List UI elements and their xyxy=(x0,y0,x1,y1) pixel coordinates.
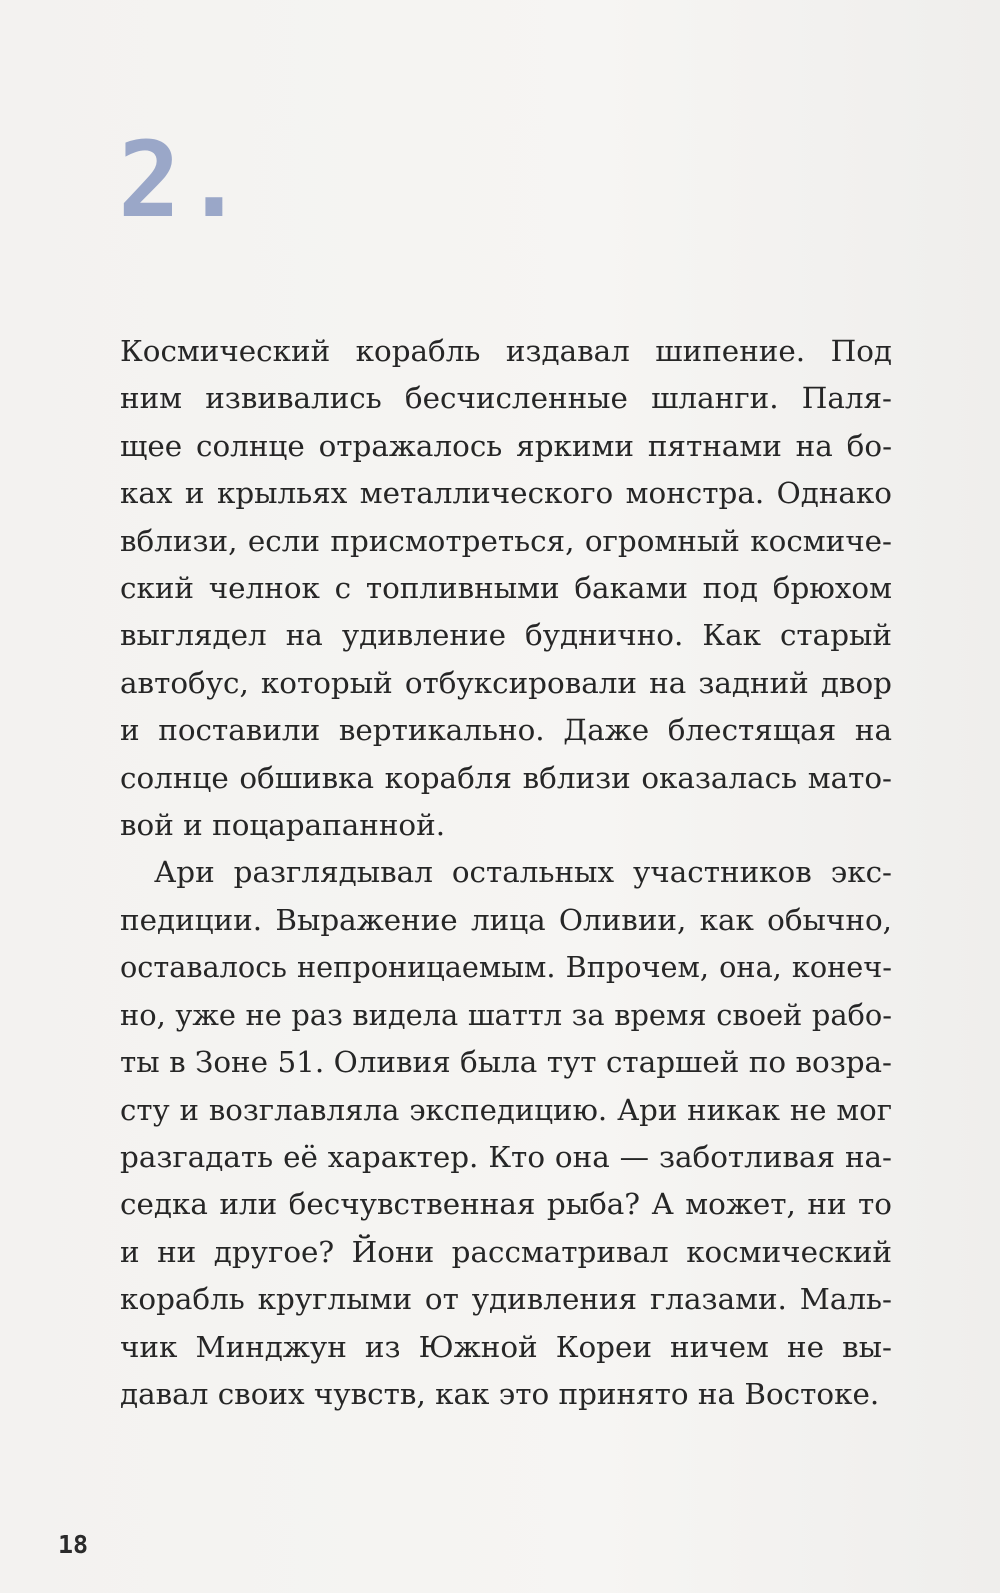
page-number: 18 xyxy=(58,1530,89,1559)
paragraph-2-line-3: оставалось непроницаемым. Впрочем, она, конеч- xyxy=(120,950,892,985)
paragraph-1-line-8: автобус, который отбуксировали на задний двор xyxy=(120,665,892,700)
paragraph-2-line-5: ты в Зоне 51. Оливия была тут старшей по возра- xyxy=(120,1045,892,1080)
paragraph-2 xyxy=(120,849,892,1418)
paragraph-2-line-8: седка или бесчувственная рыба? А может, ни то xyxy=(120,1187,892,1222)
paragraph-1-line-5: вблизи, если присмотреться, огромный космиче- xyxy=(120,523,892,558)
paragraph-1-line-1: Космический корабль издавал шипение. Под xyxy=(120,334,892,368)
paragraph-2-line-11: чик Минджун из Южной Кореи ничем не вы- xyxy=(120,1329,892,1364)
paragraph-1-line-10: солнце обшивка корабля вблизи оказалась мато- xyxy=(120,760,892,795)
paragraph-2-line-4: но, уже не раз видела шаттл за время своей рабо- xyxy=(120,997,892,1032)
paragraph-1-line-11: вой и поцарапанной. xyxy=(120,808,446,843)
paragraph-2-line-6: сту и возглавляла экспедицию. Ари никак не мог xyxy=(120,1092,892,1127)
paragraph-2-line-9: и ни другое? Йони рассматривал космический xyxy=(120,1234,892,1269)
paragraph-2-line-12: давал своих чувств, как это принято на Востоке. xyxy=(120,1376,880,1411)
paragraph-1-line-9: и поставили вертикально. Даже блестящая на xyxy=(120,713,892,748)
body-text xyxy=(120,328,892,1418)
paragraph-2-line-2: педиции. Выражение лица Оливии, как обычно, xyxy=(120,902,892,937)
paragraph-2-line-1: Ари разглядывал остальных участников экс- xyxy=(154,855,892,890)
paragraph-2-line-10: корабль круглыми от удивления глазами. Маль- xyxy=(120,1282,892,1317)
paragraph-1-line-6: ский челнок с топливными баками под брюхом xyxy=(120,571,892,606)
paragraph-1-line-7: выглядел на удивление буднично. Как старый xyxy=(120,618,892,653)
chapter-number: 2. xyxy=(118,119,248,241)
paragraph-1-line-2: ним извивались бесчисленные шланги. Паля- xyxy=(120,381,892,416)
paragraph-1 xyxy=(120,328,892,849)
paragraph-1-line-3: щее солнце отражалось яркими пятнами на бо- xyxy=(120,428,892,463)
paragraph-1-line-4: ках и крыльях металлического монстра. Однако xyxy=(120,476,892,511)
paragraph-2-line-7: разгадать её характер. Кто она — заботливая на- xyxy=(120,1139,892,1174)
